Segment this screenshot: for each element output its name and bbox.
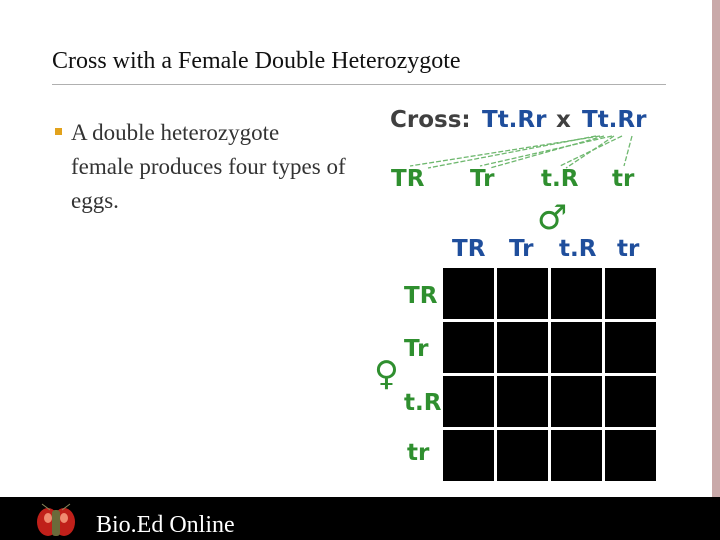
punnett-cell (443, 376, 494, 427)
sperm-label-3: t.R (559, 236, 597, 262)
gamete-4: tr (612, 166, 635, 192)
punnett-cell (443, 322, 494, 373)
female-symbol-icon: ♀ (374, 354, 399, 394)
connector-line-extra-2 (490, 136, 604, 168)
cross-x-sign: x (556, 107, 571, 133)
punnett-cell (497, 376, 548, 427)
punnett-cell (551, 268, 602, 319)
gamete-2: Tr (470, 166, 495, 192)
punnett-square (443, 268, 657, 482)
egg-label-3: t.R (404, 390, 442, 416)
connector-line-tr-2 (480, 136, 612, 166)
connector-line-extra-1 (428, 136, 596, 168)
punnett-cell (605, 268, 656, 319)
punnett-cell (605, 430, 656, 481)
connector-line-lower-tr (624, 136, 632, 166)
punnett-cell (551, 376, 602, 427)
sperm-label-2: Tr (509, 236, 534, 262)
punnett-cell (443, 268, 494, 319)
egg-label-4: tr (407, 440, 430, 466)
cross-parent1-genotype: Tt.Rr (482, 107, 547, 133)
punnett-cell (443, 430, 494, 481)
punnett-cell (605, 376, 656, 427)
gamete-3: t.R (541, 166, 579, 192)
fly-logo-icon (28, 500, 84, 540)
punnett-cell (497, 430, 548, 481)
male-symbol-icon: ♂ (537, 198, 568, 238)
punnett-cell (551, 430, 602, 481)
punnett-cell (497, 268, 548, 319)
punnett-cell (605, 322, 656, 373)
cross-parent2-genotype: Tt.Rr (582, 107, 647, 133)
slide-title: Cross with a Female Double Heterozygote (52, 48, 461, 74)
sperm-label-4: tr (617, 236, 640, 262)
egg-label-1: TR (404, 283, 438, 309)
footer-brand-text: Bio.Ed Online (96, 512, 235, 538)
punnett-cell (497, 322, 548, 373)
gamete-1: TR (391, 166, 425, 192)
punnett-cell (551, 322, 602, 373)
cross-label: Cross: (390, 107, 471, 133)
bullet-text: A double heterozygote female produces four types of eggs. (71, 120, 346, 213)
egg-label-2: Tr (404, 336, 429, 362)
sperm-label-1: TR (452, 236, 486, 262)
